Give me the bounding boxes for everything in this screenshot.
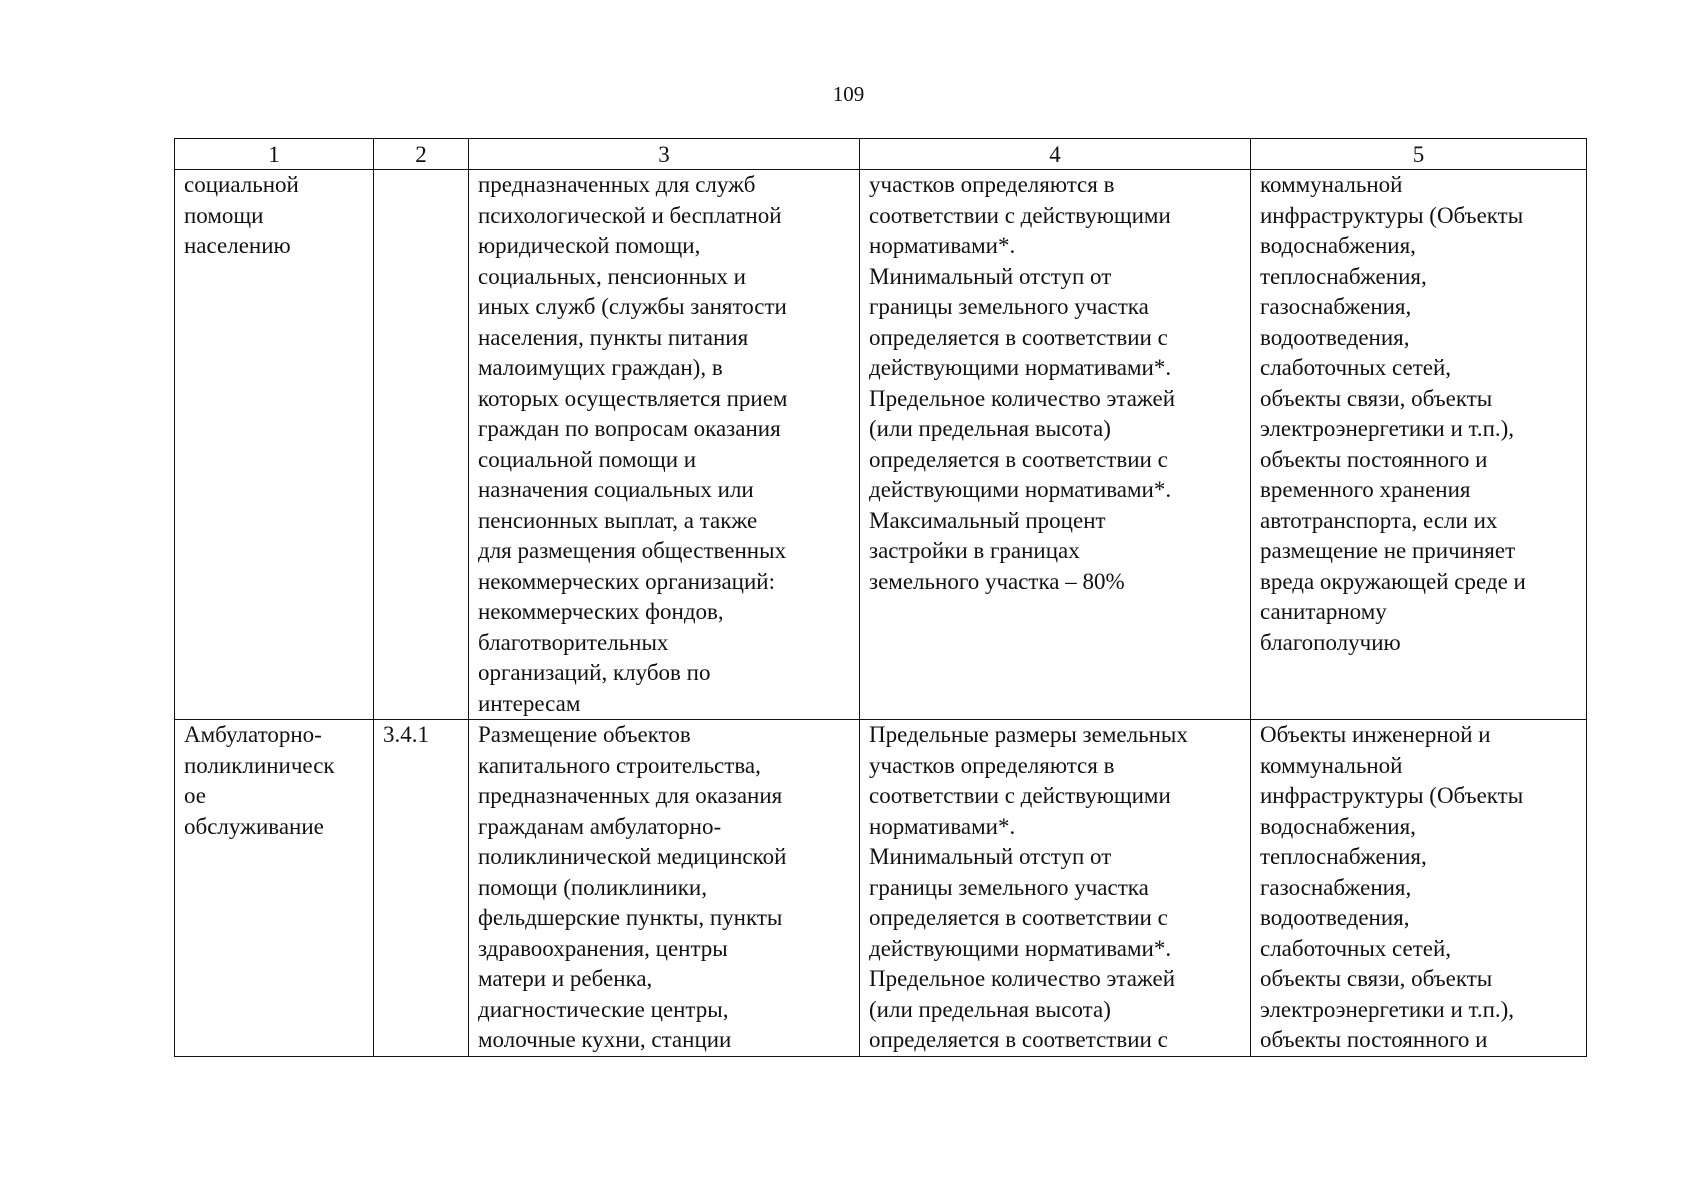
cell-line: предназначенных для оказания: [478, 783, 783, 808]
cell-line: теплоснабжения,: [1260, 263, 1427, 289]
cell-line: электроэнергетики и т.п.),: [1260, 416, 1515, 441]
cell-line: пенсионных выплат, а также: [478, 507, 758, 533]
cell-auxiliary-uses: [1251, 720, 1587, 1057]
cell-line: земельного участка – 80%: [869, 568, 1125, 594]
cell-line: психологической и бесплатной: [478, 202, 782, 228]
column-header-4: 4: [860, 139, 1251, 170]
cell-line: определяется в соответствии с: [869, 1027, 1168, 1052]
cell-line: населения, пункты питания: [478, 324, 749, 350]
cell-line: границы земельного участка: [869, 294, 1149, 319]
cell-line: коммунальной: [1260, 752, 1403, 778]
cell-line: слаботочных сетей,: [1260, 355, 1452, 380]
cell-line: санитарному: [1260, 599, 1387, 624]
cell-line: организаций, клубов по: [478, 660, 711, 685]
cell-auxiliary-uses: [1251, 170, 1587, 720]
cell-use-code: [374, 170, 469, 720]
cell-line: благотворительных: [478, 629, 669, 655]
cell-line: гражданам амбулаторно-: [478, 813, 722, 839]
cell-line: действующими нормативами*.: [869, 935, 1172, 961]
cell-line: Предельные размеры земельных: [869, 722, 1188, 747]
cell-line: вреда окружающей среде и: [1260, 568, 1526, 594]
cell-line: нормативами*.: [869, 813, 1016, 839]
cell-line: газоснабжения,: [1260, 874, 1412, 900]
cell-line: некоммерческих организаций:: [478, 568, 775, 594]
cell-line: инфраструктуры (Объекты: [1260, 202, 1524, 228]
cell-line: коммунальной: [1260, 172, 1403, 197]
cell-line: застройки в границах: [869, 538, 1080, 563]
cell-line: водоснабжения,: [1260, 813, 1416, 839]
cell-line: социальной помощи и: [478, 446, 697, 472]
cell-line: иных служб (службы занятости: [478, 294, 787, 319]
cell-line: Амбулаторно-: [184, 722, 322, 747]
cell-line: водоотведения,: [1260, 905, 1410, 930]
cell-use-description: [469, 170, 860, 720]
cell-line: Предельное количество этажей: [869, 966, 1176, 991]
cell-line: действующими нормативами*.: [869, 355, 1172, 380]
table-row: [175, 720, 1587, 1057]
cell-line: предназначенных для служб: [478, 172, 756, 197]
cell-line: Максимальный процент: [869, 507, 1106, 533]
cell-line: определяется в соответствии с: [869, 905, 1168, 930]
cell-line: Минимальный отступ от: [869, 844, 1112, 869]
cell-line: нормативами*.: [869, 233, 1016, 258]
cell-line: газоснабжения,: [1260, 294, 1412, 319]
cell-line: (или предельная высота): [869, 996, 1111, 1022]
cell-line: участков определяются в: [869, 172, 1115, 197]
column-header-1: 1: [175, 139, 374, 170]
cell-line: 3.4.1: [383, 722, 429, 747]
cell-use-code: [374, 720, 469, 1057]
cell-line: Размещение объектов: [478, 722, 691, 747]
cell-line: объекты связи, объекты: [1260, 966, 1493, 991]
cell-line: определяется в соответствии с: [869, 324, 1168, 350]
cell-line: соответствии с действующими: [869, 202, 1171, 228]
column-header-5: 5: [1251, 139, 1587, 170]
cell-line: благополучию: [1260, 629, 1401, 655]
cell-line: социальных, пенсионных и: [478, 263, 746, 289]
table-row: [175, 170, 1587, 720]
cell-line: автотранспорта, если их: [1260, 507, 1498, 533]
cell-line: некоммерческих фондов,: [478, 599, 724, 624]
page-number: 109: [832, 82, 865, 106]
cell-line: электроэнергетики и т.п.),: [1260, 996, 1515, 1022]
cell-line: молочные кухни, станции: [478, 1027, 732, 1052]
cell-use-name: [175, 170, 374, 720]
cell-line: действующими нормативами*.: [869, 477, 1172, 502]
cell-line: водоснабжения,: [1260, 233, 1416, 258]
cell-line: Предельное количество этажей: [869, 385, 1176, 411]
cell-line: граждан по вопросам оказания: [478, 416, 781, 441]
cell-line: помощи (поликлиники,: [478, 874, 707, 900]
cell-line: поликлинической медицинской: [478, 844, 787, 869]
cell-line: объекты постоянного и: [1260, 446, 1488, 472]
cell-line: Минимальный отступ от: [869, 263, 1112, 289]
cell-line: определяется в соответствии с: [869, 446, 1168, 472]
cell-line: здравоохранения, центры: [478, 935, 728, 961]
cell-line: объекты постоянного и: [1260, 1027, 1488, 1052]
cell-line: ое: [184, 783, 206, 808]
cell-line: интересам: [478, 690, 581, 716]
cell-line: диагностические центры,: [478, 996, 729, 1022]
cell-line: поликлиническ: [184, 752, 335, 778]
cell-line: слаботочных сетей,: [1260, 935, 1452, 961]
cell-line: помощи: [184, 202, 264, 228]
cell-line: малоимущих граждан), в: [478, 355, 723, 380]
cell-use-description: [469, 720, 860, 1057]
cell-line: участков определяются в: [869, 752, 1115, 778]
cell-line: теплоснабжения,: [1260, 844, 1427, 869]
cell-line: населению: [184, 233, 291, 258]
cell-line: для размещения общественных: [478, 538, 787, 563]
regulations-table: [174, 138, 1587, 1057]
cell-line: соответствии с действующими: [869, 783, 1171, 808]
cell-line: назначения социальных или: [478, 477, 754, 502]
cell-line: капитального строительства,: [478, 752, 761, 778]
cell-line: которых осуществляется прием: [478, 385, 788, 411]
table-header-row: [175, 139, 1587, 170]
cell-line: границы земельного участка: [869, 874, 1149, 900]
cell-line: матери и ребенка,: [478, 966, 653, 991]
cell-line: обслуживание: [184, 813, 324, 839]
cell-line: объекты связи, объекты: [1260, 385, 1493, 411]
cell-line: Объекты инженерной и: [1260, 722, 1491, 747]
cell-line: водоотведения,: [1260, 324, 1410, 350]
cell-parameters: [860, 720, 1251, 1057]
cell-line: инфраструктуры (Объекты: [1260, 783, 1524, 808]
cell-line: фельдшерские пункты, пункты: [478, 905, 783, 930]
cell-parameters: [860, 170, 1251, 720]
cell-line: временного хранения: [1260, 477, 1471, 502]
cell-line: размещение не причиняет: [1260, 538, 1516, 563]
cell-use-name: [175, 720, 374, 1057]
cell-line: (или предельная высота): [869, 416, 1111, 441]
cell-line: социальной: [184, 172, 299, 197]
column-header-3: 3: [469, 139, 860, 170]
cell-line: юридической помощи,: [478, 233, 701, 258]
column-header-2: 2: [374, 139, 469, 170]
